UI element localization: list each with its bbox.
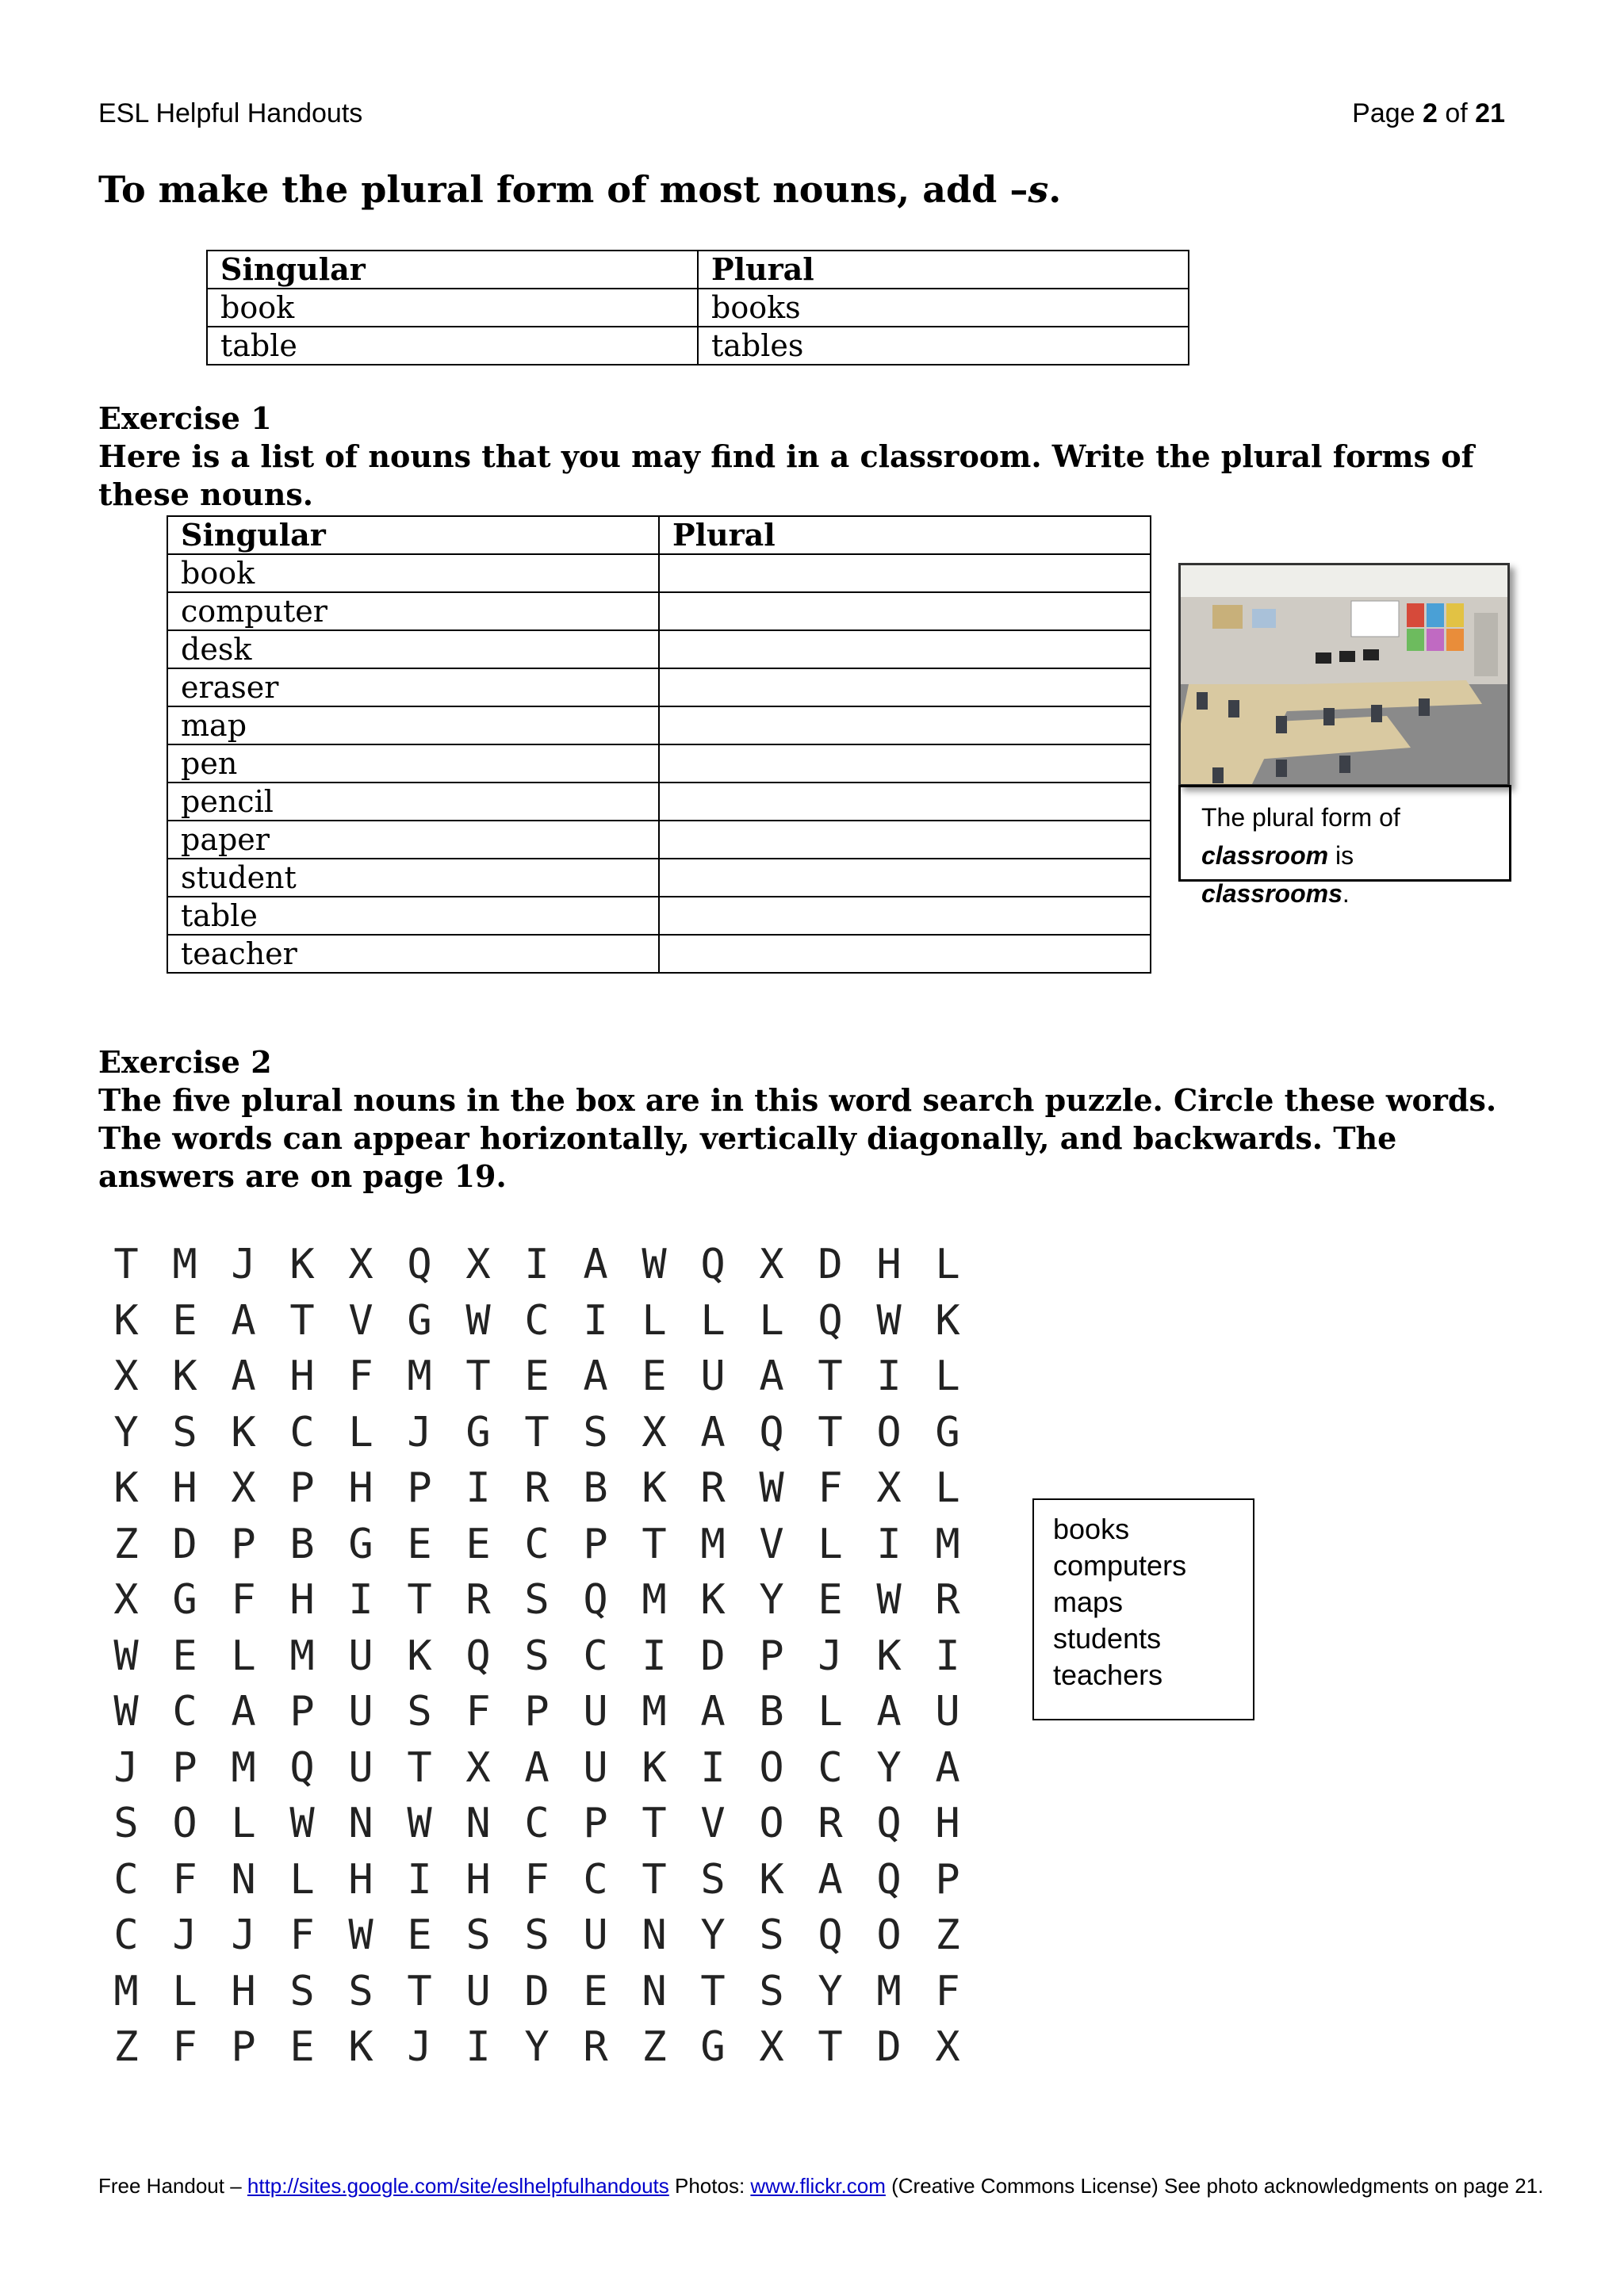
table-cell: paper: [167, 821, 659, 859]
word-search-letter[interactable]: J: [407, 1408, 432, 1456]
word-search-letter[interactable]: X: [759, 1241, 784, 1288]
word-search-letter[interactable]: Y: [818, 1967, 843, 2015]
answer-cell[interactable]: [659, 706, 1151, 744]
word-search-letter[interactable]: X: [231, 1464, 256, 1512]
word-search-letter[interactable]: S: [524, 1911, 550, 1959]
word-search-letter[interactable]: H: [348, 1855, 373, 1904]
answer-cell[interactable]: [659, 859, 1151, 897]
word-search-letter[interactable]: U: [583, 1688, 608, 1735]
table-cell: eraser: [167, 668, 659, 706]
exercise-2-heading: Exercise 2: [98, 1044, 272, 1080]
table-header: Singular: [207, 251, 698, 289]
word-search-letter[interactable]: K: [700, 1576, 726, 1624]
caption-line-1: The plural form of: [1201, 803, 1400, 832]
word-search-letter[interactable]: L: [759, 1296, 784, 1345]
word-search-letter[interactable]: P: [583, 1520, 608, 1568]
exercise-2: [98, 1043, 1542, 1196]
word-search-letter[interactable]: N: [348, 1800, 373, 1847]
word-list-item: books: [1053, 1513, 1130, 1545]
word-list-item: students: [1053, 1622, 1162, 1655]
word-search-letter[interactable]: R: [524, 1464, 550, 1512]
word-search-letter[interactable]: L: [818, 1520, 843, 1568]
word-search-letter[interactable]: Y: [113, 1408, 139, 1456]
word-search-letter[interactable]: I: [465, 2023, 491, 2071]
word-search-letter[interactable]: Y: [524, 2023, 550, 2071]
word-search-letter[interactable]: A: [935, 1743, 960, 1792]
word-search-letter[interactable]: Q: [289, 1743, 315, 1792]
word-search-letter[interactable]: Q: [818, 1911, 843, 1959]
word-search-letter[interactable]: W: [113, 1632, 139, 1680]
word-search-letter[interactable]: Q: [407, 1241, 432, 1288]
answer-cell[interactable]: [659, 592, 1151, 630]
word-search-letter[interactable]: T: [818, 2023, 843, 2071]
word-search-row: [97, 1744, 977, 1792]
word-search-letter[interactable]: E: [642, 1353, 667, 1400]
word-search-letter[interactable]: Y: [759, 1576, 784, 1624]
word-search-letter[interactable]: Q: [465, 1632, 491, 1680]
word-search-letter[interactable]: O: [876, 1911, 902, 1959]
word-list-box: [1032, 1498, 1254, 1720]
word-search-row: [97, 1911, 977, 1959]
table-cell: table: [167, 897, 659, 935]
word-search-letter[interactable]: Z: [113, 1520, 139, 1568]
word-search-letter[interactable]: A: [231, 1296, 256, 1345]
word-search-row: [97, 2023, 977, 2071]
exercise-1: [98, 400, 1542, 514]
word-search-letter[interactable]: D: [876, 2023, 902, 2071]
word-search-letter[interactable]: U: [348, 1632, 373, 1680]
word-search-letter[interactable]: H: [231, 1967, 256, 2015]
word-search-letter[interactable]: G: [935, 1408, 960, 1456]
word-list-item: maps: [1053, 1586, 1124, 1618]
word-search-letter[interactable]: D: [524, 1967, 550, 2015]
word-search-letter[interactable]: N: [642, 1911, 667, 1959]
word-search-letter[interactable]: M: [642, 1576, 667, 1624]
word-search-row: [97, 1353, 977, 1400]
word-search-letter[interactable]: X: [759, 2023, 784, 2071]
word-search-letter[interactable]: A: [583, 1241, 608, 1288]
table-cell: book: [207, 289, 698, 327]
word-search-letter[interactable]: P: [172, 1743, 197, 1792]
classroom-illustration: [1181, 565, 1507, 784]
word-search-letter[interactable]: Z: [642, 2023, 667, 2071]
word-search-letter[interactable]: X: [113, 1576, 139, 1624]
word-search-letter[interactable]: N: [465, 1800, 491, 1847]
table-cell: books: [698, 289, 1189, 327]
table-cell: teacher: [167, 935, 659, 973]
word-search-letter[interactable]: H: [289, 1353, 315, 1400]
table-cell: map: [167, 706, 659, 744]
word-search-letter[interactable]: E: [289, 2023, 315, 2071]
word-search-letter[interactable]: E: [818, 1576, 843, 1624]
word-search-letter[interactable]: B: [759, 1688, 784, 1735]
word-search-letter[interactable]: E: [583, 1967, 608, 2015]
caption-line-2: classroom is classrooms.: [1201, 841, 1354, 908]
word-search-letter[interactable]: U: [348, 1743, 373, 1792]
word-search-letter[interactable]: A: [700, 1688, 726, 1735]
answer-cell[interactable]: [659, 668, 1151, 706]
word-search-letter[interactable]: O: [759, 1743, 784, 1792]
word-search-letter[interactable]: X: [642, 1408, 667, 1456]
word-search-letter[interactable]: J: [407, 2023, 432, 2071]
table-cell: desk: [167, 630, 659, 668]
word-search-letter[interactable]: S: [113, 1800, 139, 1847]
word-search-letter[interactable]: X: [876, 1464, 902, 1512]
word-search-letter[interactable]: T: [407, 1576, 432, 1624]
word-search-letter[interactable]: C: [113, 1911, 139, 1959]
word-search-letter[interactable]: V: [759, 1520, 784, 1568]
word-search-letter[interactable]: F: [172, 2023, 197, 2071]
word-search-letter[interactable]: O: [172, 1800, 197, 1847]
word-search-letter[interactable]: P: [583, 1800, 608, 1847]
word-search-letter[interactable]: C: [583, 1632, 608, 1680]
page-total: 21: [1475, 98, 1505, 128]
word-search-letter[interactable]: P: [289, 1464, 315, 1512]
word-search-letter[interactable]: M: [700, 1520, 726, 1568]
word-search-letter[interactable]: Y: [876, 1743, 902, 1792]
word-search-letter[interactable]: A: [876, 1688, 902, 1735]
word-search-letter[interactable]: C: [172, 1688, 197, 1735]
word-search-row: [97, 1968, 977, 2015]
word-search-letter[interactable]: F: [172, 1855, 197, 1904]
flickr-link[interactable]: www.flickr.com: [750, 2174, 886, 2198]
table-cell: tables: [698, 327, 1189, 365]
word-search-letter[interactable]: X: [465, 1241, 491, 1288]
word-search-letter[interactable]: L: [700, 1296, 726, 1345]
word-search-letter[interactable]: D: [818, 1241, 843, 1288]
word-search-letter[interactable]: I: [465, 1464, 491, 1512]
word-search-letter[interactable]: T: [642, 1800, 667, 1847]
word-search-letter[interactable]: W: [113, 1688, 139, 1735]
word-search-letter[interactable]: I: [642, 1632, 667, 1680]
word-search-letter[interactable]: S: [407, 1688, 432, 1735]
word-search-letter[interactable]: A: [583, 1353, 608, 1400]
word-search-letter[interactable]: L: [289, 1855, 315, 1904]
word-search-letter[interactable]: L: [231, 1632, 256, 1680]
word-search-letter[interactable]: T: [700, 1967, 726, 2015]
word-search-letter[interactable]: C: [524, 1296, 550, 1345]
example-table: [206, 250, 1189, 365]
word-search-letter[interactable]: W: [876, 1576, 902, 1624]
word-search-letter[interactable]: S: [524, 1632, 550, 1680]
word-search-letter[interactable]: M: [642, 1688, 667, 1735]
answer-cell[interactable]: [659, 897, 1151, 935]
word-search-letter[interactable]: T: [524, 1408, 550, 1456]
word-search-letter[interactable]: W: [759, 1464, 784, 1512]
word-search-letter[interactable]: W: [642, 1241, 667, 1288]
word-search-letter[interactable]: M: [407, 1353, 432, 1400]
word-search-letter[interactable]: M: [289, 1632, 315, 1680]
word-search-letter[interactable]: F: [935, 1967, 960, 2015]
word-search-letter[interactable]: D: [700, 1632, 726, 1680]
word-search-letter[interactable]: G: [407, 1296, 432, 1345]
word-search-letter[interactable]: U: [583, 1743, 608, 1792]
word-search-letter[interactable]: X: [935, 2023, 960, 2071]
word-search-letter[interactable]: F: [231, 1576, 256, 1624]
word-search-letter[interactable]: J: [231, 1911, 256, 1959]
word-search-letter[interactable]: M: [876, 1967, 902, 2015]
word-search-letter[interactable]: R: [583, 2023, 608, 2071]
word-search-letter[interactable]: R: [465, 1576, 491, 1624]
word-search-letter[interactable]: R: [935, 1576, 960, 1624]
word-search-letter[interactable]: G: [348, 1520, 373, 1568]
word-search-letter[interactable]: B: [583, 1464, 608, 1512]
page-current: 2: [1423, 98, 1438, 128]
word-search-letter[interactable]: O: [759, 1800, 784, 1847]
word-search-row: [97, 1856, 977, 1904]
word-search-letter[interactable]: M: [113, 1967, 139, 2015]
word-search-letter[interactable]: C: [289, 1408, 315, 1456]
word-search-letter[interactable]: S: [465, 1911, 491, 1959]
word-search-letter[interactable]: U: [465, 1967, 491, 2015]
word-search-letter[interactable]: K: [172, 1353, 197, 1400]
word-search-letter[interactable]: P: [407, 1464, 432, 1512]
word-search-letter[interactable]: D: [172, 1520, 197, 1568]
exercise-2-instruction-2: The words can appear horizontally, vertically diagonally, and backwards. The answers are on page 19.: [98, 1120, 1397, 1194]
word-list-item: teachers: [1053, 1659, 1163, 1691]
page-indicator: Page 2 of 21: [1352, 98, 1505, 128]
word-search-letter[interactable]: W: [876, 1296, 902, 1345]
word-search-letter[interactable]: E: [407, 1911, 432, 1959]
word-search-letter[interactable]: P: [524, 1688, 550, 1735]
word-search-letter[interactable]: C: [583, 1855, 608, 1904]
exercise-1-table: [167, 515, 1151, 974]
word-search-letter[interactable]: S: [348, 1967, 373, 2015]
word-search-letter[interactable]: X: [348, 1241, 373, 1288]
word-search-letter[interactable]: R: [700, 1464, 726, 1512]
word-search-letter[interactable]: Z: [935, 1911, 960, 1959]
word-search-letter[interactable]: Q: [876, 1855, 902, 1904]
word-search-letter[interactable]: U: [348, 1688, 373, 1735]
table-cell: computer: [167, 592, 659, 630]
word-search-letter[interactable]: B: [289, 1520, 315, 1568]
table-cell: table: [207, 327, 698, 365]
table-header: Singular: [167, 516, 659, 554]
word-search-letter[interactable]: A: [524, 1743, 550, 1792]
word-search-letter[interactable]: Q: [759, 1408, 784, 1456]
word-search-letter[interactable]: K: [113, 1464, 139, 1512]
word-search-letter[interactable]: X: [465, 1743, 491, 1792]
word-search-letter[interactable]: S: [759, 1967, 784, 2015]
word-search-letter[interactable]: Q: [876, 1800, 902, 1847]
word-search-letter[interactable]: K: [348, 2023, 373, 2071]
word-search-letter[interactable]: A: [759, 1353, 784, 1400]
word-search-letter[interactable]: C: [524, 1800, 550, 1847]
word-search-letter[interactable]: H: [935, 1800, 960, 1847]
word-search-letter[interactable]: T: [113, 1241, 139, 1288]
table-cell: student: [167, 859, 659, 897]
word-search-letter[interactable]: K: [935, 1296, 960, 1345]
word-search-letter[interactable]: V: [700, 1800, 726, 1847]
word-search-letter[interactable]: V: [348, 1296, 373, 1345]
word-search-letter[interactable]: W: [348, 1911, 373, 1959]
answer-cell[interactable]: [659, 821, 1151, 859]
word-search-letter[interactable]: Y: [700, 1911, 726, 1959]
word-search-letter[interactable]: N: [642, 1967, 667, 2015]
page-title: To make the plural form of most nouns, add –s.: [98, 168, 1062, 211]
word-search-letter[interactable]: Z: [113, 2023, 139, 2071]
word-search-row: [97, 1576, 977, 1624]
word-search-letter[interactable]: S: [524, 1576, 550, 1624]
word-search-letter[interactable]: Q: [583, 1576, 608, 1624]
table-header: Plural: [659, 516, 1151, 554]
word-search-letter[interactable]: I: [700, 1743, 726, 1792]
word-search-letter[interactable]: W: [289, 1800, 315, 1847]
word-search-letter[interactable]: Q: [818, 1296, 843, 1345]
word-search-letter[interactable]: M: [172, 1241, 197, 1288]
word-search-letter[interactable]: U: [583, 1911, 608, 1959]
word-search-letter[interactable]: K: [642, 1464, 667, 1512]
word-search-letter[interactable]: L: [231, 1800, 256, 1847]
answer-cell[interactable]: [659, 744, 1151, 783]
answer-cell[interactable]: [659, 783, 1151, 821]
word-search-letter[interactable]: J: [818, 1632, 843, 1680]
word-search-letter[interactable]: J: [113, 1743, 139, 1792]
word-search-letter[interactable]: T: [407, 1967, 432, 2015]
word-search-letter[interactable]: I: [876, 1520, 902, 1568]
word-search-letter[interactable]: K: [407, 1632, 432, 1680]
answer-cell[interactable]: [659, 935, 1151, 973]
word-search-letter[interactable]: T: [289, 1296, 315, 1345]
table-cell: book: [167, 554, 659, 592]
exercise-2-instruction-1: The five plural nouns in the box are in this word search puzzle. Circle these words.: [98, 1082, 1497, 1118]
word-search-letter[interactable]: R: [818, 1800, 843, 1847]
word-list-item: computers: [1053, 1549, 1187, 1582]
word-search-letter[interactable]: S: [759, 1911, 784, 1959]
exercise-1-instruction: Here is a list of nouns that you may find in a classroom. Write the plural forms of these nouns.: [98, 438, 1474, 512]
word-search-letter[interactable]: L: [818, 1688, 843, 1735]
word-search-letter[interactable]: S: [583, 1408, 608, 1456]
word-search-letter[interactable]: P: [759, 1632, 784, 1680]
word-search-row: [97, 1409, 977, 1456]
word-search-letter[interactable]: L: [935, 1241, 960, 1288]
word-search-letter[interactable]: L: [935, 1353, 960, 1400]
word-search-letter[interactable]: Q: [700, 1241, 726, 1288]
word-search-letter[interactable]: J: [231, 1241, 256, 1288]
word-search-row: [97, 1800, 977, 1847]
word-search-letter[interactable]: I: [348, 1576, 373, 1624]
word-search-letter[interactable]: K: [759, 1855, 784, 1904]
word-search-letter[interactable]: E: [524, 1353, 550, 1400]
word-search-row: [97, 1241, 977, 1288]
word-search-letter[interactable]: K: [113, 1296, 139, 1345]
word-search-letter[interactable]: E: [465, 1520, 491, 1568]
word-search-letter[interactable]: I: [876, 1353, 902, 1400]
answer-cell[interactable]: [659, 554, 1151, 592]
word-search-letter[interactable]: E: [172, 1632, 197, 1680]
word-search-row: [97, 1464, 977, 1512]
word-search-letter[interactable]: T: [818, 1408, 843, 1456]
word-search-letter[interactable]: I: [935, 1632, 960, 1680]
table-cell: pen: [167, 744, 659, 783]
word-search-letter[interactable]: F: [348, 1353, 373, 1400]
word-search-letter[interactable]: H: [465, 1855, 491, 1904]
word-search-letter[interactable]: U: [935, 1688, 960, 1735]
word-search-letter[interactable]: P: [289, 1688, 315, 1735]
exercise-1-heading: Exercise 1: [98, 400, 272, 436]
word-search-letter[interactable]: T: [642, 1855, 667, 1904]
word-search-letter[interactable]: S: [289, 1967, 315, 2015]
word-search-letter[interactable]: K: [289, 1241, 315, 1288]
word-search-letter[interactable]: F: [818, 1464, 843, 1512]
word-search-letter[interactable]: T: [642, 1520, 667, 1568]
word-search-letter[interactable]: K: [642, 1743, 667, 1792]
word-search-letter[interactable]: L: [935, 1464, 960, 1512]
header-site-name: ESL Helpful Handouts: [98, 98, 363, 128]
word-search-letter[interactable]: L: [642, 1296, 667, 1345]
word-search-letter[interactable]: C: [818, 1743, 843, 1792]
word-search-row: [97, 1688, 977, 1735]
classroom-photo: [1178, 563, 1510, 786]
word-search-letter[interactable]: P: [231, 2023, 256, 2071]
word-search-letter[interactable]: I: [583, 1296, 608, 1345]
word-search-letter[interactable]: F: [524, 1855, 550, 1904]
table-cell: pencil: [167, 783, 659, 821]
word-search-letter[interactable]: E: [172, 1296, 197, 1345]
word-search-row: [97, 1632, 977, 1680]
word-search-letter[interactable]: T: [465, 1353, 491, 1400]
word-search-letter[interactable]: J: [172, 1911, 197, 1959]
word-search-letter[interactable]: I: [524, 1241, 550, 1288]
word-search-letter[interactable]: F: [289, 1911, 315, 1959]
word-search-letter[interactable]: W: [407, 1800, 432, 1847]
word-search-letter[interactable]: O: [876, 1408, 902, 1456]
word-search-letter[interactable]: S: [172, 1408, 197, 1456]
word-search-letter[interactable]: N: [231, 1855, 256, 1904]
word-search-letter[interactable]: H: [348, 1464, 373, 1512]
word-search-row: [97, 1297, 977, 1345]
word-search-letter[interactable]: A: [231, 1353, 256, 1400]
word-search-letter[interactable]: K: [231, 1408, 256, 1456]
word-search-letter[interactable]: A: [231, 1688, 256, 1735]
word-search-letter[interactable]: T: [407, 1743, 432, 1792]
word-search-letter[interactable]: X: [113, 1353, 139, 1400]
word-search-letter[interactable]: T: [818, 1353, 843, 1400]
word-search-letter[interactable]: W: [465, 1296, 491, 1345]
footer: Free Handout – http://sites.google.com/site/eslhelpfulhandouts Photos: www.flickr.com (Creative Commons License) See photo acknowledgments on page 21.: [98, 2174, 1544, 2198]
word-search-letter[interactable]: E: [407, 1520, 432, 1568]
word-search-letter[interactable]: A: [700, 1408, 726, 1456]
word-search-letter[interactable]: K: [876, 1632, 902, 1680]
word-search-letter[interactable]: F: [465, 1688, 491, 1735]
word-search-letter[interactable]: A: [818, 1855, 843, 1904]
photo-caption: [1178, 785, 1511, 908]
word-search-letter[interactable]: P: [935, 1855, 960, 1904]
word-search-letter[interactable]: M: [231, 1743, 256, 1792]
word-search-letter[interactable]: C: [113, 1855, 139, 1904]
word-search-letter[interactable]: L: [172, 1967, 197, 2015]
word-search-letter[interactable]: I: [407, 1855, 432, 1904]
word-search-letter[interactable]: M: [935, 1520, 960, 1568]
word-search-letter[interactable]: L: [348, 1408, 373, 1456]
word-search-letter[interactable]: H: [876, 1241, 902, 1288]
word-search-letter[interactable]: S: [700, 1855, 726, 1904]
word-search-letter[interactable]: H: [289, 1576, 315, 1624]
word-search-row: [97, 1521, 977, 1568]
word-search-letter[interactable]: U: [700, 1353, 726, 1400]
word-search-letter[interactable]: G: [465, 1408, 491, 1456]
word-search-letter[interactable]: G: [700, 2023, 726, 2071]
word-search-letter[interactable]: C: [524, 1520, 550, 1568]
site-link[interactable]: http://sites.google.com/site/eslhelpfulhandouts: [247, 2174, 669, 2198]
word-search-letter[interactable]: H: [172, 1464, 197, 1512]
table-header: Plural: [698, 251, 1189, 289]
answer-cell[interactable]: [659, 630, 1151, 668]
word-search-letter[interactable]: G: [172, 1576, 197, 1624]
word-search-letter[interactable]: P: [231, 1520, 256, 1568]
